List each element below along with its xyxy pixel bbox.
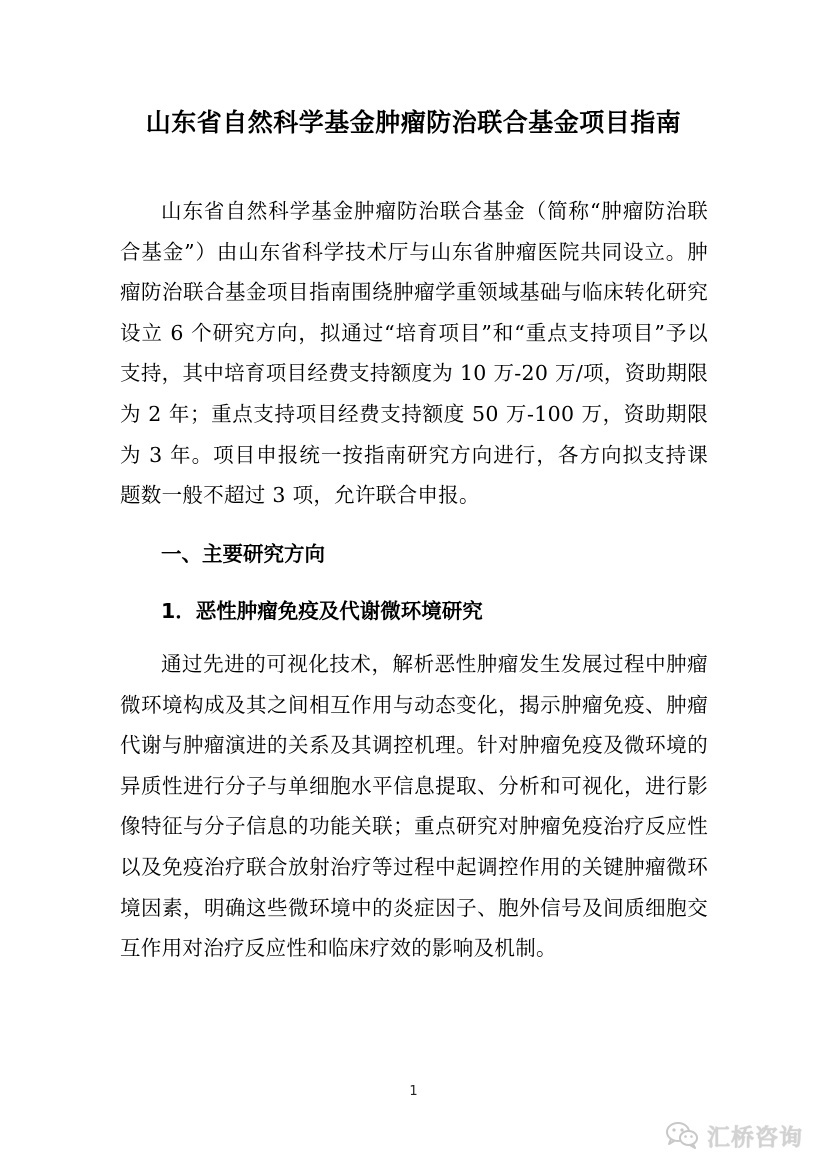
intro-paragraph: 山东省自然科学基金肿瘤防治联合基金（简称“肿瘤防治联合基金”）由山东省科学技术厅与山东省肿瘤医院共同设立。肿瘤防治联合基金项目指南围绕肿瘤学重领域基础与临床转化研究设立 6 个研究方向，拟通过“培育项目”和“重点支持项目”予以支持，其中培育项目经费支持额度为 10 万-20 万/项，资助期限为 2 年；重点支持项目经费支持额度 50 万-100 万，资助期限为 3 年。项目申报统一按指南研究方向进行，各方向拟支持课题数一般不超过 3 项，允许联合申报。 [120, 199, 708, 508]
subsection-heading: 1．恶性肿瘤免疫及代谢微环境研究 [161, 599, 483, 623]
subsection-paragraph: 通过先进的可视化技术，解析恶性肿瘤发生发展过程中肿瘤微环境构成及其之间相互作用与动态变化，揭示肿瘤免疫、肿瘤代谢与肿瘤演进的关系及其调控机理。针对肿瘤免疫及微环境的异质性进行分子与单细胞水平信息提取、分析和可视化，进行影像特征与分子信息的功能关联；重点研究对肿瘤免疫治疗反应性以及免疫治疗联合放射治疗等过程中起调控作用的关键肿瘤微环境因素，明确这些微环境中的炎症因子、胞外信号及间质细胞交互作用对治疗反应性和临床疗效的影响及机制。 [120, 652, 708, 961]
document-title: 山东省自然科学基金肿瘤防治联合基金项目指南 [145, 108, 682, 137]
section-heading: 一、主要研究方向 [161, 542, 325, 566]
wechat-icon [665, 1121, 699, 1149]
watermark-text: 汇桥咨询 [707, 1124, 803, 1151]
watermark [665, 1120, 803, 1150]
page-number: 1 [409, 1084, 418, 1099]
